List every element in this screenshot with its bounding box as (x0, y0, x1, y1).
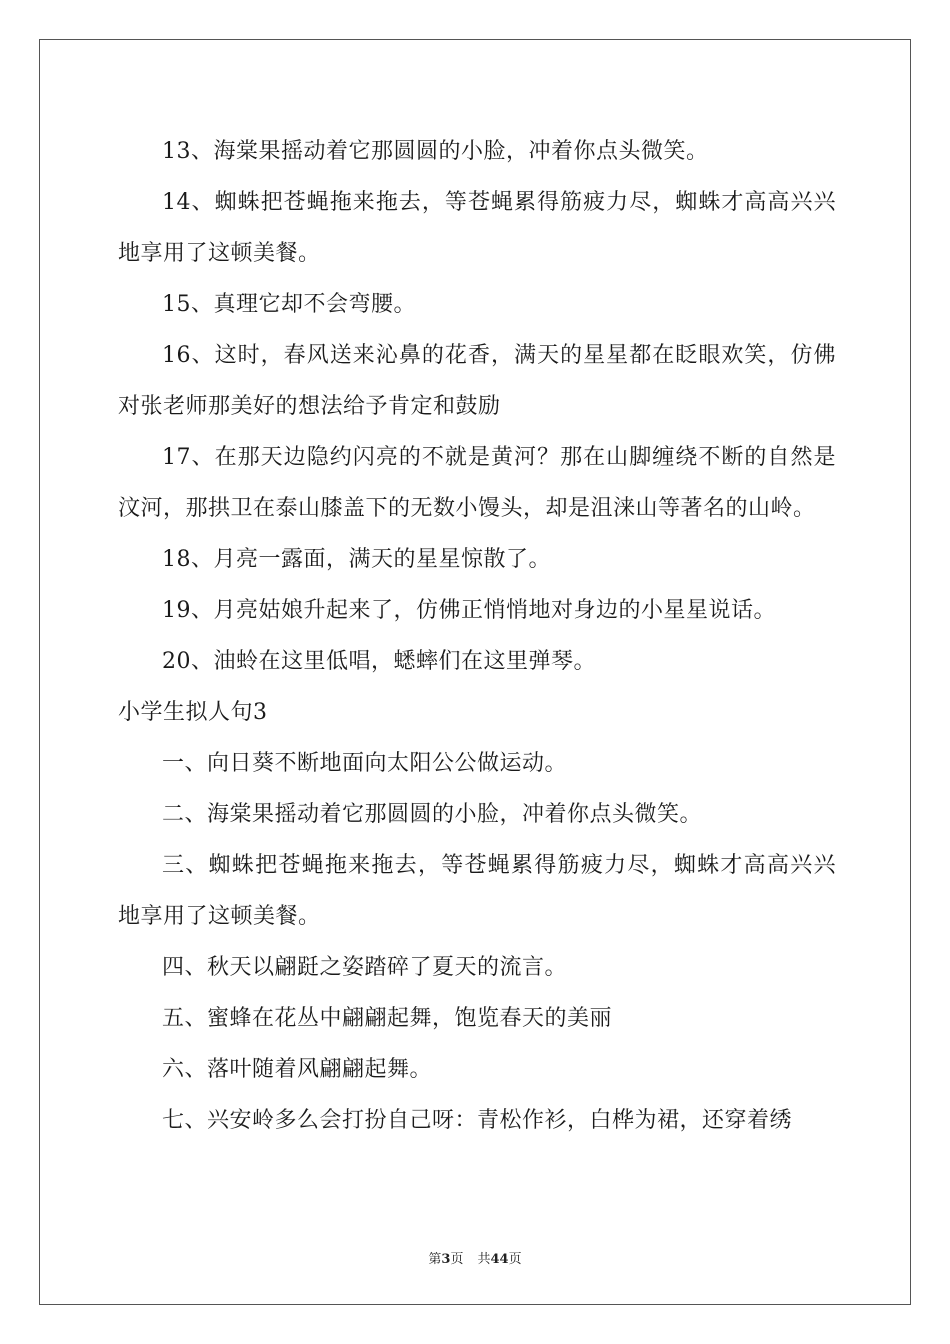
page-footer (0, 1248, 950, 1267)
section-paragraph-2: 二、海棠果摇动着它那圆圆的小脸，冲着你点头微笑。 (162, 802, 703, 827)
page-suffix: 页 (450, 1252, 464, 1267)
section-paragraph-4: 四、秋天以翩跹之姿踏碎了夏天的流言。 (162, 955, 568, 980)
document-body (118, 126, 836, 1146)
paragraph-17: 17、在那天边隐约闪亮的不就是黄河？那在山脚缠绕不断的自然是汶河，那拱卫在泰山膝盖下的无数小馒头，却是沮涞山等著名的山岭。 (118, 445, 836, 521)
section-heading: 小学生拟人句3 (118, 700, 268, 725)
total-pages: 44 (490, 1252, 509, 1267)
paragraph-14: 14、蜘蛛把苍蝇拖来拖去，等苍蝇累得筋疲力尽，蜘蛛才高高兴兴地享用了这顿美餐。 (118, 190, 836, 266)
section-paragraph-6: 六、落叶随着风翩翩起舞。 (162, 1057, 433, 1082)
paragraph-20: 20、油蛉在这里低唱，蟋蟀们在这里弹琴。 (162, 649, 596, 674)
section-paragraph-3: 三、蜘蛛把苍蝇拖来拖去，等苍蝇累得筋疲力尽，蜘蛛才高高兴兴地享用了这顿美餐。 (118, 853, 836, 929)
paragraph-18: 18、月亮一露面，满天的星星惊散了。 (162, 547, 551, 572)
page-number: 3 (441, 1252, 451, 1267)
total-prefix: 共 (477, 1252, 491, 1267)
paragraph-16: 16、这时，春风送来沁鼻的花香，满天的星星都在眨眼欢笑，仿佛对张老师那美好的想法给予肯定和鼓励 (118, 343, 836, 419)
page-prefix: 第 (428, 1252, 442, 1267)
total-suffix: 页 (508, 1252, 522, 1267)
paragraph-19: 19、月亮姑娘升起来了，仿佛正悄悄地对身边的小星星说话。 (162, 598, 776, 623)
section-paragraph-5: 五、蜜蜂在花丛中翩翩起舞，饱览春天的美丽 (162, 1006, 613, 1031)
paragraph-13: 13、海棠果摇动着它那圆圆的小脸，冲着你点头微笑。 (162, 139, 709, 164)
section-paragraph-7: 七、兴安岭多么会打扮自己呀：青松作衫，白桦为裙，还穿着绣 (162, 1108, 793, 1133)
paragraph-15: 15、真理它却不会弯腰。 (162, 292, 416, 317)
section-paragraph-1: 一、向日葵不断地面向太阳公公做运动。 (162, 751, 568, 776)
